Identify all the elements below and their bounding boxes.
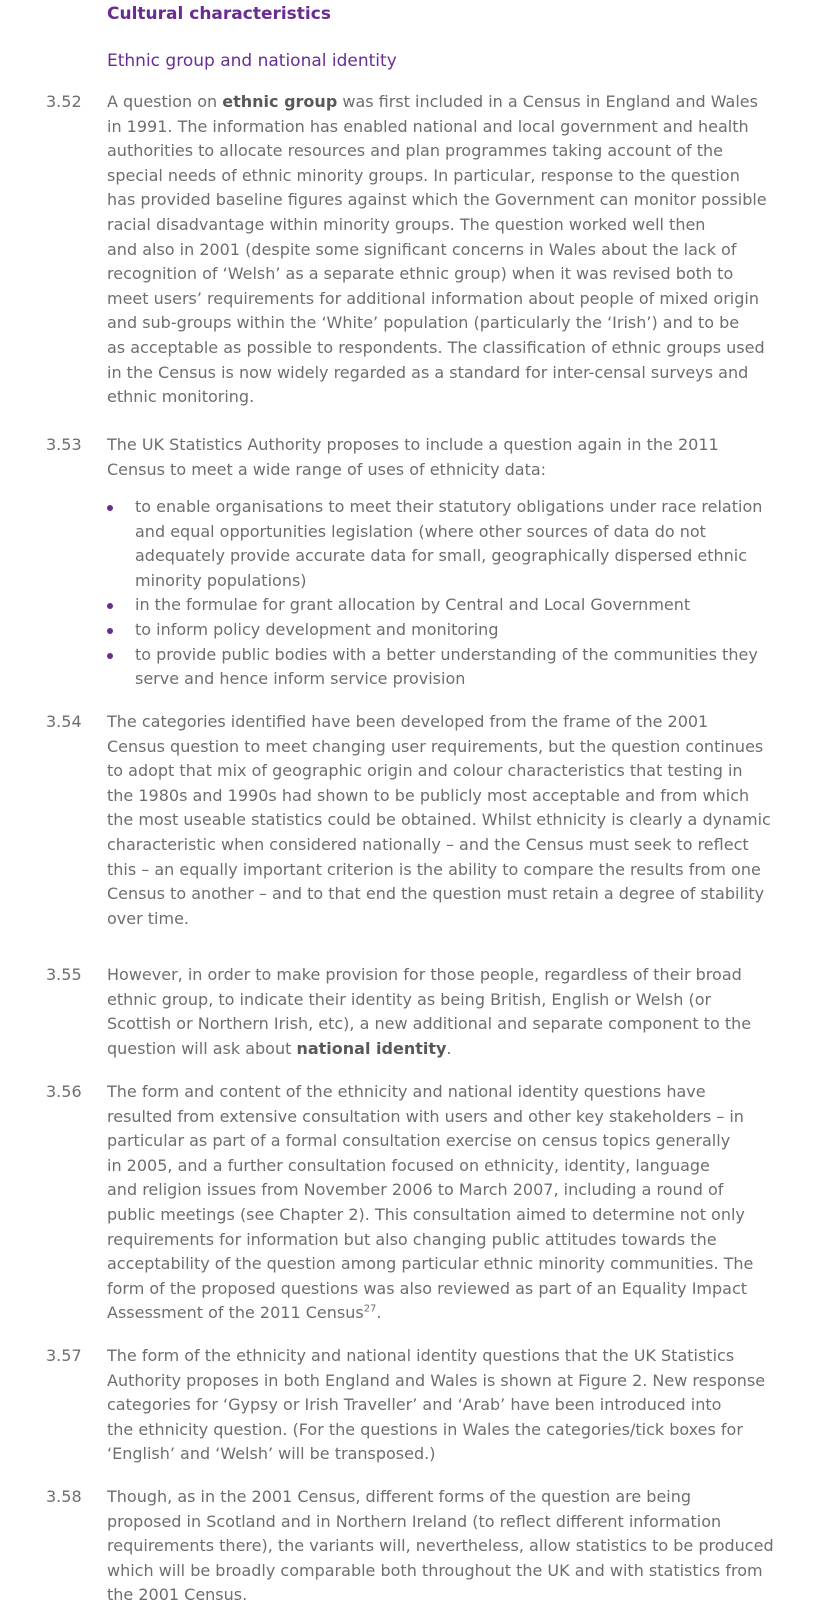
text-line: However, in order to make provision for those people, regardless of their broad [107, 965, 742, 984]
text-line: form of the proposed questions was also reviewed as part of an Equality Impact [107, 1278, 748, 1298]
text-line: recognition of ‘Welsh’ as a separate ethnic group) when it was revised both to [107, 264, 734, 284]
text-line: public meetings (see Chapter 2). This consultation aimed to determine not only [107, 1204, 745, 1224]
text-run: . [376, 1303, 382, 1323]
paragraph-text [107, 433, 747, 482]
text-line: over time. [107, 908, 189, 928]
text-run: question will ask about [107, 1038, 297, 1058]
emphasis-national-identity: national identity [296, 1038, 447, 1058]
text-line: as acceptable as possible to respondents. The classification of ethnic groups used [107, 337, 765, 357]
paragraph-text [107, 963, 752, 1061]
paragraph-number: 3.57 [46, 1346, 82, 1365]
text-line: to provide public bodies with a better understanding of the communities they [135, 644, 758, 664]
text-line: The form and content of the ethnicity and national identity questions have [107, 1082, 706, 1101]
text-line: in the formulae for grant allocation by Central and Local Government [135, 595, 691, 615]
paragraph-text [107, 1080, 754, 1326]
text-line: Census to meet a wide range of uses of ethnicity data: [107, 459, 547, 479]
text-run: was first included in a Census in England and Wales [337, 92, 758, 111]
text-line: racial disadvantage within minority groups. The question worked well then [107, 214, 706, 234]
paragraph-number: 3.56 [46, 1082, 82, 1101]
bullet-icon [107, 628, 113, 634]
text-line: particular as part of a formal consultation exercise on census topics generally [107, 1131, 731, 1151]
paragraph-number: 3.55 [46, 965, 82, 984]
text-line: The categories identified have been developed from the frame of the 2001 [107, 712, 709, 731]
text-run: Assessment of the 2011 Census [107, 1303, 364, 1323]
text-line: in the Census is now widely regarded as a standard for inter-censal surveys and [107, 362, 749, 382]
text-line: in 2005, and a further consultation focused on ethnicity, identity, language [107, 1155, 710, 1175]
text-line: characteristic when considered nationally – and the Census must seek to reflect [107, 834, 749, 854]
text-line: categories for ‘Gypsy or Irish Traveller’ and ‘Arab’ have been introduced into [107, 1395, 722, 1415]
text-line: Though, as in the 2001 Census, different forms of the question are being [107, 1487, 692, 1506]
text-line: has provided baseline figures against which the Government can monitor possible [107, 190, 767, 210]
list-item [107, 643, 758, 692]
bullet-icon [107, 505, 113, 511]
text-line: Census question to meet changing user requirements, but the question continues [107, 736, 764, 756]
text-line: and sub-groups within the ‘White’ population (particularly the ‘Irish’) and to be [107, 313, 740, 333]
text-line: proposed in Scotland and in Northern Ireland (to reflect different information [107, 1511, 722, 1531]
text-line: authorities to allocate resources and plan programmes taking account of the [107, 141, 723, 161]
text-line: the 2001 Census. [107, 1585, 248, 1605]
emphasis-ethnic-group: ethnic group [222, 92, 338, 111]
paragraph-number: 3.52 [46, 92, 82, 111]
text-line: requirements for information but also changing public attitudes towards the [107, 1229, 717, 1249]
text-run: A question on [107, 92, 223, 111]
text-line: The form of the ethnicity and national identity questions that the UK Statistics [107, 1346, 735, 1365]
text-line [107, 1301, 747, 1326]
text-line: special needs of ethnic minority groups. In particular, response to the question [107, 165, 740, 185]
bullet-list [107, 495, 763, 692]
text-line: Census to another – and to that end the question must retain a degree of stability [107, 884, 765, 904]
text-line: and equal opportunities legislation (where other sources of data do not [135, 521, 706, 541]
text-line: ‘English’ and ‘Welsh’ will be transposed.) [107, 1444, 436, 1464]
text-line: which will be broadly comparable both throughout the UK and with statistics from [107, 1560, 763, 1580]
text-line: ethnic group, to indicate their identity as being British, English or Welsh (or [107, 989, 712, 1009]
section-heading: Cultural characteristics [107, 4, 331, 24]
list-item [107, 618, 747, 643]
text-line: Authority proposes in both England and Wales is shown at Figure 2. New response [107, 1370, 766, 1390]
text-line: Scottish or Northern Irish, etc), a new additional and separate component to the [107, 1014, 752, 1034]
paragraph-text [107, 1485, 774, 1608]
text-line: and also in 2001 (despite some significant concerns in Wales about the lack of [107, 239, 737, 259]
text-line: the ethnicity question. (For the questions in Wales the categories/tick boxes for [107, 1419, 743, 1439]
text-line: resulted from extensive consultation with users and other key stakeholders – in [107, 1106, 744, 1126]
list-item [107, 593, 747, 618]
section-subheading: Ethnic group and national identity [107, 51, 397, 71]
list-item [107, 495, 763, 593]
paragraph-number: 3.53 [46, 435, 82, 454]
paragraph-text [107, 710, 771, 931]
text-line: to inform policy development and monitoring [135, 619, 499, 639]
text-line: acceptability of the question among particular ethnic minority communities. The [107, 1254, 754, 1274]
text-line: The UK Statistics Authority proposes to include a question again in the 2011 [107, 435, 719, 454]
paragraph-text [107, 1344, 766, 1467]
text-line [107, 1037, 747, 1062]
text-line: adequately provide accurate data for small, geographically dispersed ethnic [135, 546, 748, 566]
paragraph-number: 3.58 [46, 1487, 82, 1506]
text-line: the 1980s and 1990s had shown to be publicly most acceptable and from which [107, 785, 750, 805]
text-line: minority populations) [135, 570, 307, 590]
paragraph-number: 3.54 [46, 712, 82, 731]
bullet-icon [107, 653, 113, 659]
text-line: serve and hence inform service provision [135, 669, 466, 689]
text-run: . [446, 1038, 452, 1058]
text-line: ethnic monitoring. [107, 387, 255, 407]
bullet-icon [107, 603, 113, 609]
text-line: to adopt that mix of geographic origin and colour characteristics that testing in [107, 761, 743, 781]
text-line: meet users’ requirements for additional information about people of mixed origin [107, 288, 759, 308]
text-line: to enable organisations to meet their statutory obligations under race relation [135, 497, 763, 516]
text-line: this – an equally important criterion is the ability to compare the results from one [107, 859, 761, 879]
text-line [107, 90, 758, 115]
text-line: requirements there), the variants will, nevertheless, allow statistics to be produced [107, 1536, 774, 1556]
text-line: the most useable statistics could be obtained. Whilst ethnicity is clearly a dynamic [107, 810, 771, 830]
paragraph-text [107, 90, 767, 410]
text-line: in 1991. The information has enabled national and local government and health [107, 116, 749, 136]
text-line: and religion issues from November 2006 to March 2007, including a round of [107, 1180, 724, 1200]
footnote-reference: 27 [363, 1304, 377, 1316]
